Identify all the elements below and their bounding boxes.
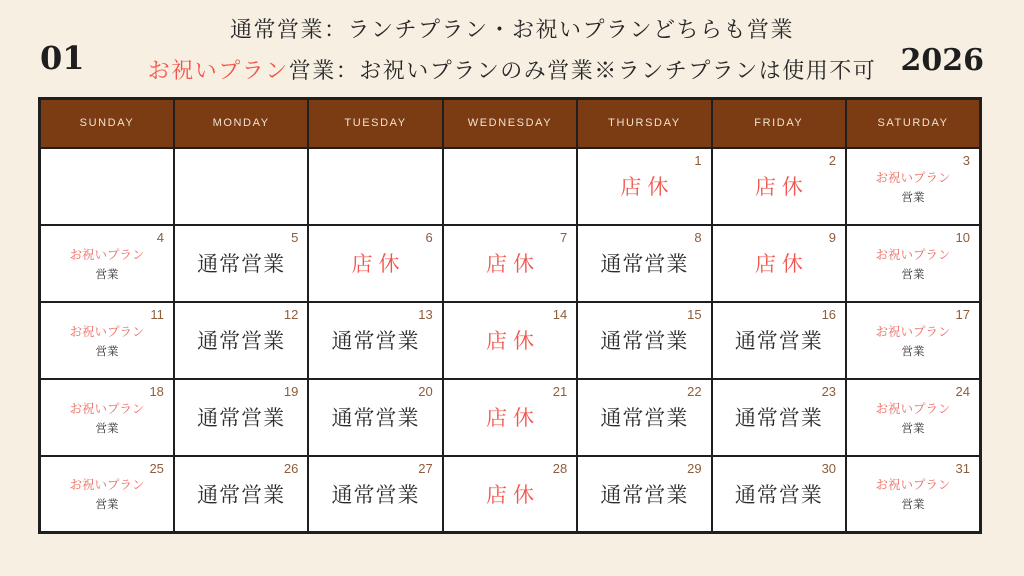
day-number: 15 <box>687 306 702 322</box>
status-label-celebration <box>41 322 173 359</box>
status-label-closed: 店休 <box>351 253 406 276</box>
legend-celebration-rest: 営業：お祝いプランのみ営業※ランチプランは使用不可 <box>288 58 877 83</box>
celebration-plan-label: お祝いプラン <box>875 324 951 339</box>
calendar-week-row <box>40 302 981 379</box>
day-number: 6 <box>425 229 433 245</box>
calendar-cell-day-16 <box>712 302 846 379</box>
calendar-cell-empty <box>40 148 174 225</box>
status-label-normal: 通常営業 <box>600 407 689 430</box>
month-label: 01 <box>40 39 85 77</box>
day-number: 22 <box>687 383 702 399</box>
status-label-normal: 通常営業 <box>600 253 689 276</box>
status-label-celebration <box>41 475 173 512</box>
status-label-normal: 通常営業 <box>331 330 420 353</box>
calendar-cell-day-23 <box>712 379 846 456</box>
legend-celebration-highlight: お祝いプラン <box>147 58 289 83</box>
status-label-normal: 通常営業 <box>734 407 823 430</box>
day-number: 2 <box>828 152 837 168</box>
day-number: 30 <box>821 460 837 476</box>
status-label-closed: 店休 <box>485 253 540 276</box>
calendar-cell-day-2 <box>712 148 846 225</box>
celebration-plan-label: お祝いプラン <box>69 247 145 262</box>
day-number: 8 <box>694 229 702 245</box>
calendar-cell-day-21 <box>443 379 577 456</box>
calendar-cell-day-30 <box>712 456 846 533</box>
day-number: 13 <box>418 306 433 322</box>
status-label-normal: 通常営業 <box>331 407 420 430</box>
calendar-cell-day-29 <box>577 456 711 533</box>
calendar-cell-day-13 <box>308 302 442 379</box>
status-label-celebration <box>41 399 173 436</box>
calendar-cell-day-19 <box>174 379 308 456</box>
status-label-normal: 通常営業 <box>600 483 689 507</box>
celebration-open-label: 営業 <box>901 422 925 435</box>
day-number: 17 <box>955 306 970 322</box>
day-number: 23 <box>821 383 837 399</box>
day-number: 4 <box>156 229 164 245</box>
calendar-cell-day-15 <box>577 302 711 379</box>
day-number: 3 <box>962 152 970 168</box>
day-number: 16 <box>821 306 837 322</box>
weekday-header-friday: FRIDAY <box>712 99 846 148</box>
year-label: 2026 <box>900 43 984 78</box>
legend-normal-business: 通常営業：ランチプラン・お祝いプランどちらも営業 <box>229 17 794 42</box>
status-label-normal: 通常営業 <box>734 330 823 353</box>
calendar-cell-day-4 <box>40 225 174 302</box>
celebration-open-label: 営業 <box>95 499 119 512</box>
status-label-celebration <box>41 245 173 282</box>
weekday-header-saturday: SATURDAY <box>846 99 980 148</box>
calendar-cell-day-20 <box>308 379 442 456</box>
calendar-week-row <box>40 148 981 225</box>
day-number: 31 <box>955 460 970 476</box>
day-number: 5 <box>291 229 299 245</box>
calendar-cell-day-12 <box>174 302 308 379</box>
calendar-cell-day-9 <box>712 225 846 302</box>
day-number: 18 <box>149 383 164 399</box>
celebration-plan-label: お祝いプラン <box>69 324 145 339</box>
day-number: 26 <box>283 460 299 476</box>
weekday-header-tuesday: TUESDAY <box>308 99 442 148</box>
calendar-week-row <box>40 456 981 533</box>
calendar-cell-day-10 <box>846 225 980 302</box>
calendar-cell-day-1 <box>577 148 711 225</box>
day-number: 19 <box>283 383 299 399</box>
calendar-cell-empty <box>308 148 442 225</box>
status-label-celebration <box>847 322 979 359</box>
day-number: 1 <box>694 152 702 168</box>
legend-block <box>0 0 1024 85</box>
calendar-week-row <box>40 225 981 302</box>
calendar-cell-day-24 <box>846 379 980 456</box>
day-number: 21 <box>552 383 568 399</box>
status-label-celebration <box>847 475 979 512</box>
weekday-header-wednesday: WEDNESDAY <box>443 99 577 148</box>
celebration-open-label: 営業 <box>901 499 925 512</box>
legend-celebration-business <box>0 54 1024 85</box>
calendar-cell-day-11 <box>40 302 174 379</box>
status-label-normal: 通常営業 <box>331 483 420 507</box>
day-number: 9 <box>828 229 837 245</box>
day-number: 14 <box>552 306 568 322</box>
status-label-normal: 通常営業 <box>600 330 689 353</box>
calendar-table <box>38 97 982 534</box>
status-label-closed: 店休 <box>754 253 809 276</box>
celebration-plan-label: お祝いプラン <box>69 478 145 493</box>
day-number: 11 <box>150 306 164 322</box>
status-label-normal: 通常営業 <box>197 330 286 353</box>
calendar-cell-day-8 <box>577 225 711 302</box>
calendar-week-row <box>40 379 981 456</box>
calendar-cell-day-18 <box>40 379 174 456</box>
day-number: 29 <box>687 460 702 476</box>
day-number: 28 <box>552 460 568 476</box>
status-label-closed: 店休 <box>485 407 540 430</box>
status-label-closed: 店休 <box>754 176 809 199</box>
celebration-open-label: 営業 <box>95 422 119 435</box>
calendar-cell-day-27 <box>308 456 442 533</box>
calendar-cell-day-3 <box>846 148 980 225</box>
status-label-celebration <box>847 399 979 436</box>
celebration-plan-label: お祝いプラン <box>875 401 951 416</box>
day-number: 24 <box>955 383 970 399</box>
celebration-open-label: 営業 <box>95 268 119 281</box>
calendar-cell-day-6 <box>308 225 442 302</box>
weekday-header-thursday: THURSDAY <box>577 99 711 148</box>
weekday-header-sunday: SUNDAY <box>40 99 174 148</box>
status-label-closed: 店休 <box>485 483 540 507</box>
calendar-cell-empty <box>443 148 577 225</box>
day-number: 20 <box>418 383 433 399</box>
day-number: 12 <box>283 306 299 322</box>
weekday-header-row <box>40 99 981 148</box>
calendar-cell-day-31 <box>846 456 980 533</box>
celebration-open-label: 営業 <box>901 191 925 204</box>
calendar-body <box>40 148 981 533</box>
status-label-normal: 通常営業 <box>734 483 823 507</box>
celebration-open-label: 営業 <box>901 268 925 281</box>
celebration-plan-label: お祝いプラン <box>875 247 951 262</box>
page-header <box>0 0 1024 97</box>
status-label-celebration <box>847 168 979 205</box>
calendar-cell-day-26 <box>174 456 308 533</box>
calendar-cell-day-22 <box>577 379 711 456</box>
status-label-closed: 店休 <box>485 330 540 353</box>
status-label-normal: 通常営業 <box>197 253 286 276</box>
calendar-cell-day-5 <box>174 225 308 302</box>
calendar-cell-empty <box>174 148 308 225</box>
weekday-header-monday: MONDAY <box>174 99 308 148</box>
calendar-cell-day-7 <box>443 225 577 302</box>
day-number: 10 <box>955 229 970 245</box>
celebration-plan-label: お祝いプラン <box>69 401 145 416</box>
day-number: 25 <box>149 460 164 476</box>
calendar-cell-day-17 <box>846 302 980 379</box>
celebration-plan-label: お祝いプラン <box>875 170 951 185</box>
day-number: 7 <box>559 229 568 245</box>
celebration-open-label: 営業 <box>95 345 119 358</box>
calendar-cell-day-25 <box>40 456 174 533</box>
calendar-cell-day-28 <box>443 456 577 533</box>
calendar-cell-day-14 <box>443 302 577 379</box>
celebration-plan-label: お祝いプラン <box>875 478 951 493</box>
status-label-closed: 店休 <box>620 176 675 199</box>
status-label-normal: 通常営業 <box>197 483 286 507</box>
day-number: 27 <box>418 460 433 476</box>
status-label-celebration <box>847 245 979 282</box>
celebration-open-label: 営業 <box>901 345 925 358</box>
status-label-normal: 通常営業 <box>197 407 286 430</box>
